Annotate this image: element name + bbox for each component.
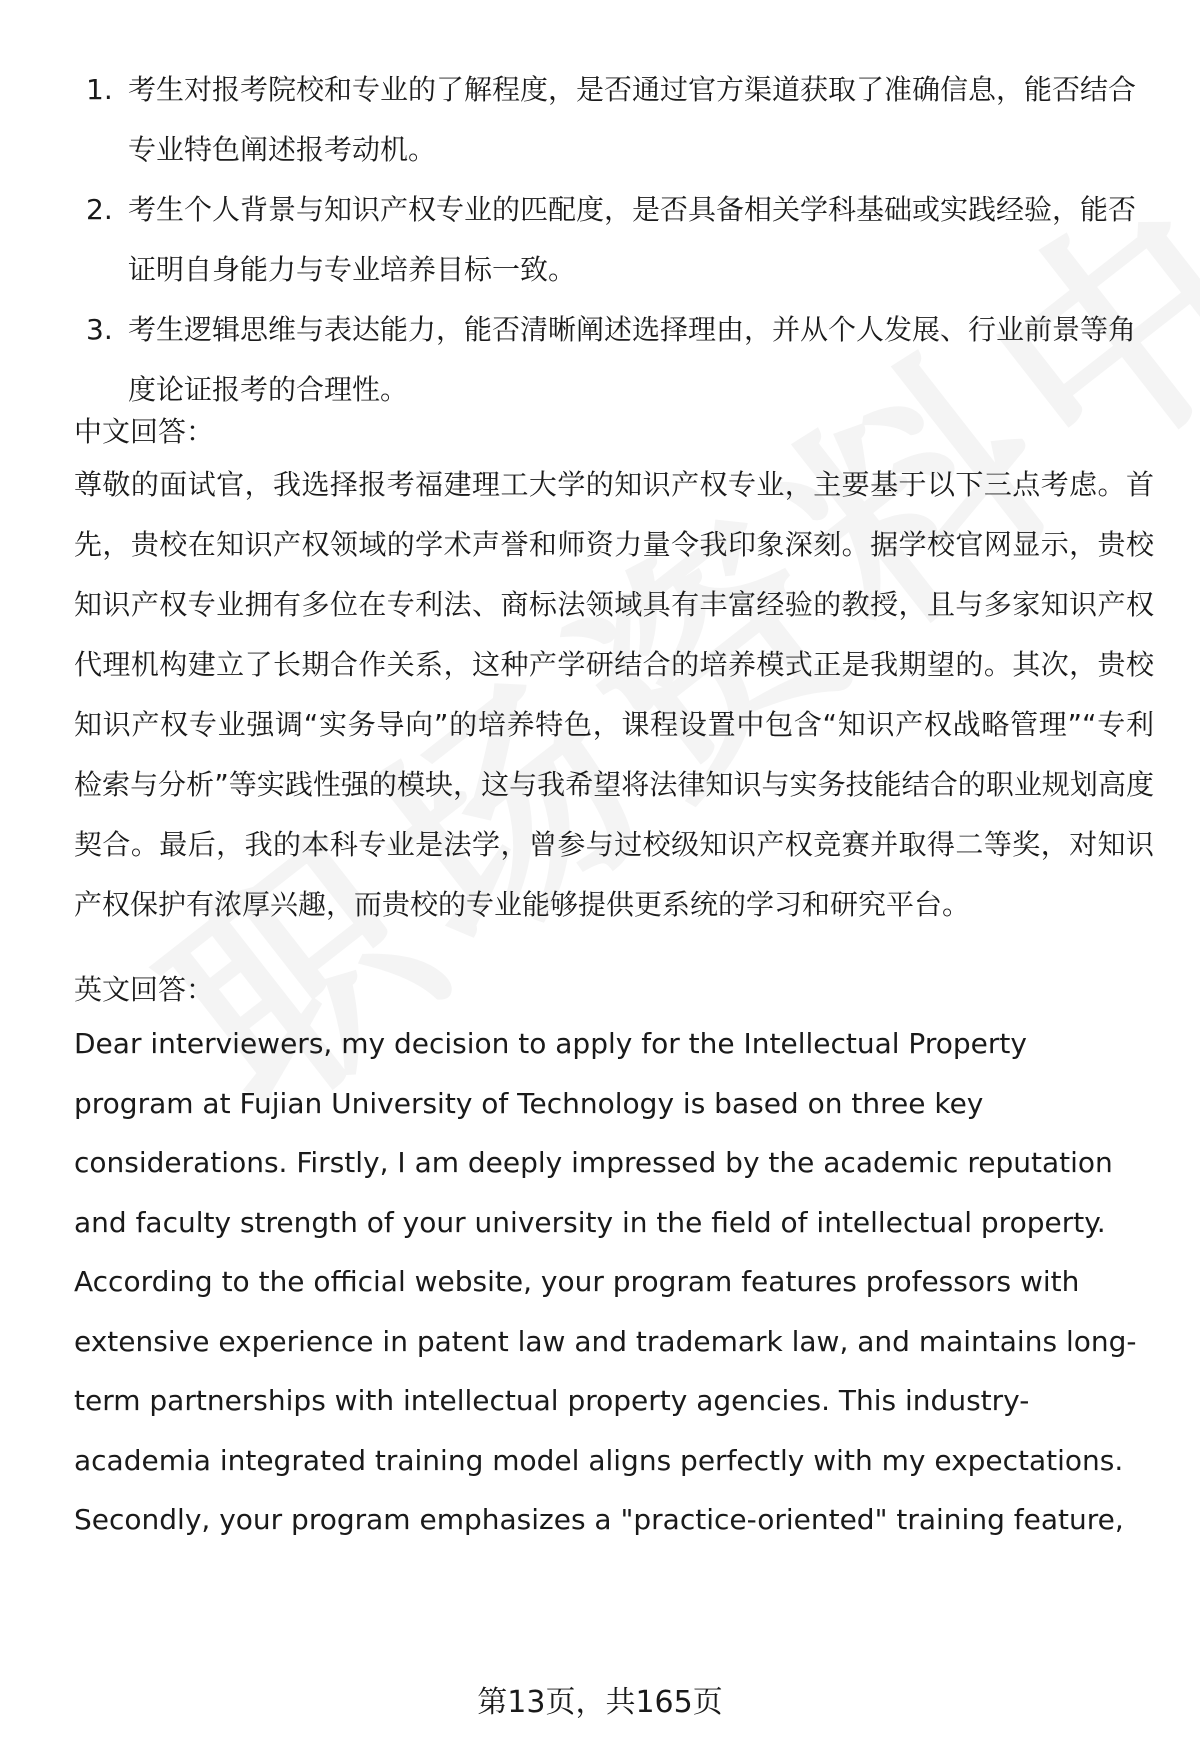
criteria-item <box>74 300 1154 420</box>
page-number: 第13页，共165页 <box>477 1685 723 1720</box>
evaluation-criteria-list <box>74 60 1154 420</box>
chinese-answer-heading: 中文回答： <box>74 415 215 448</box>
criteria-item <box>74 60 1154 180</box>
criteria-number: 2. <box>86 193 113 226</box>
criteria-text: 考生个人背景与知识产权专业的匹配度，是否具备相关学科基础或实践经验，能否证明自身能力与专业培养目标一致。 <box>128 193 1137 286</box>
criteria-number: 1. <box>86 73 113 106</box>
criteria-number: 3. <box>86 313 113 346</box>
english-answer-heading: 英文回答： <box>74 973 215 1006</box>
criteria-item <box>74 180 1154 300</box>
chinese-answer-body: 尊敬的面试官，我选择报考福建理工大学的知识产权专业，主要基于以下三点考虑。首先，贵校在知识产权领域的学术声誉和师资力量令我印象深刻。据学校官网显示，贵校知识产权专业拥有多位在专利法、商标法领域具有丰富经验的教授，且与多家知识产权代理机构建立了长期合作关系，这种产学研结合的培养模式正是我期望的。其次，贵校知识产权专业强调“实务导向”的培养特色，课程设置中包含“知识产权战略管理”“专利检索与分析”等实践性强的模块，这与我希望将法律知识与实务技能结合的职业规划高度契合。最后，我的本科专业是法学，曾参与过校级知识产权竞赛并取得二等奖，对知识产权保护有浓厚兴趣，而贵校的专业能够提供更系统的学习和研究平台。 <box>74 468 1154 921</box>
criteria-text: 考生逻辑思维与表达能力，能否清晰阐述选择理由，并从个人发展、行业前景等角度论证报考的合理性。 <box>128 313 1137 406</box>
criteria-text: 考生对报考院校和专业的了解程度，是否通过官方渠道获取了准确信息，能否结合专业特色阐述报考动机。 <box>128 73 1137 166</box>
english-answer-body: Dear interviewers, my decision to apply for the Intellectual Property program at Fujian University of Technology is based on three key considerations. Firstly, I am deeply impressed by the academic reputation and faculty strength of your university in the field of intellectual property. According to the official website, your program features professors with extensive experience in patent law and trademark law, and maintains long-term partnerships with intellectual property agencies. This industry-academia integrated training model aligns perfectly with my expectations. Secondly, your program emphasizes a "practice-oriented" training feature, <box>74 1027 1137 1536</box>
